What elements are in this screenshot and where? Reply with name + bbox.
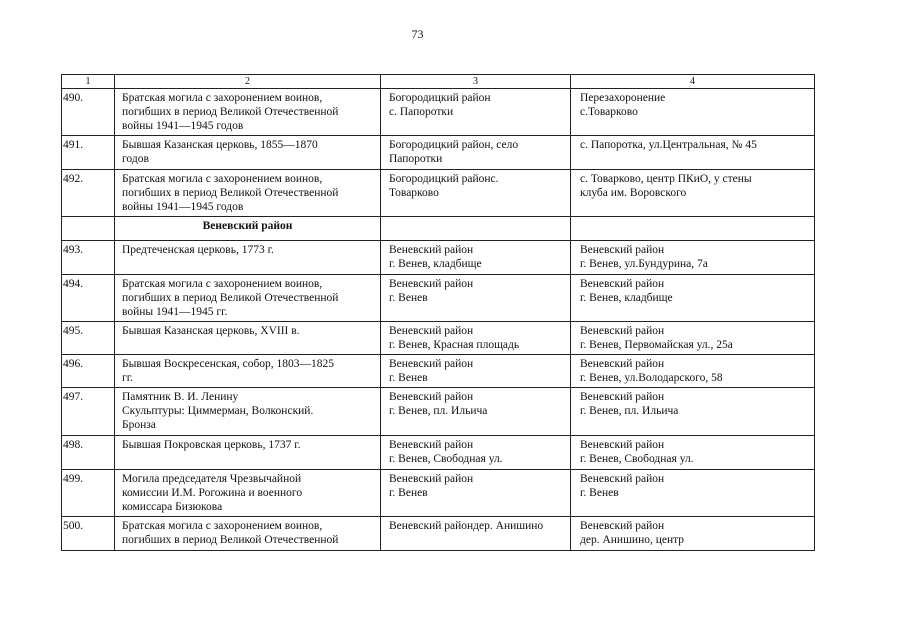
location-cell — [381, 388, 571, 436]
object-name-cell — [115, 241, 381, 275]
cell-line: Веневский район — [580, 358, 665, 370]
cell-line: погибших в период Великой Отечественной — [122, 292, 339, 304]
object-name-cell — [115, 322, 381, 355]
cell-line: Памятник В. И. Ленину — [122, 391, 239, 403]
address-cell — [571, 517, 815, 551]
table-row — [62, 388, 815, 436]
location-cell — [381, 170, 571, 217]
location-cell — [381, 355, 571, 388]
address-cell — [571, 275, 815, 322]
cell-line: г. Венев, Свободная ул. — [580, 453, 694, 465]
cell-line: Веневский район — [580, 439, 665, 451]
cell-line: Веневский район — [580, 278, 665, 290]
table-row — [62, 322, 815, 355]
address-cell — [571, 388, 815, 436]
cell-line: клуба им. Воровского — [580, 187, 687, 199]
cell-line: Бывшая Покровская церковь, 1737 г. — [122, 439, 301, 451]
monuments-table — [61, 74, 815, 551]
location-cell — [381, 89, 571, 136]
cell-line: Перезахоронение — [580, 92, 666, 104]
row-number: 491. — [62, 136, 115, 170]
address-cell — [571, 322, 815, 355]
cell-line: г. Венев — [580, 487, 619, 499]
cell-line: войны 1941—1945 годов — [122, 201, 244, 213]
cell-line: г. Венев, кладбище — [580, 292, 673, 304]
row-number: 495. — [62, 322, 115, 355]
cell-line: Богородицкий район, село — [389, 139, 519, 151]
cell-line: г. Венев, Свободная ул. — [389, 453, 503, 465]
object-name-cell — [115, 275, 381, 322]
cell-line: Богородицкий районс. — [389, 173, 499, 185]
location-cell — [381, 275, 571, 322]
row-number: 500. — [62, 517, 115, 551]
cell-line: Скульптуры: Циммерман, Волконский. — [122, 405, 314, 417]
cell-line: погибших в период Великой Отечественной — [122, 534, 339, 546]
cell-line: дер. Анишино, центр — [580, 534, 685, 546]
table-row — [62, 275, 815, 322]
address-cell — [571, 436, 815, 470]
cell-line: Предтеченская церковь, 1773 г. — [122, 244, 274, 256]
location-cell — [381, 517, 571, 551]
cell-line: комиссара Бизюкова — [122, 501, 223, 513]
table-row — [62, 517, 815, 551]
column-number: 4 — [571, 75, 815, 89]
cell-line: Братская могила с захоронением воинов, — [122, 520, 323, 532]
location-cell — [381, 241, 571, 275]
address-cell — [571, 170, 815, 217]
column-numbers-row — [62, 75, 815, 89]
column-number: 2 — [115, 75, 381, 89]
address-cell — [571, 470, 815, 517]
cell-line: гг. — [122, 372, 134, 384]
row-number: 498. — [62, 436, 115, 470]
cell-line: с.Товарково — [580, 106, 638, 118]
object-name-cell — [115, 517, 381, 551]
table-row — [62, 89, 815, 136]
cell-line: г. Венев, кладбище — [389, 258, 482, 270]
object-name-cell — [115, 355, 381, 388]
cell-line: Богородицкий район — [389, 92, 491, 104]
cell-line: Веневский район — [389, 439, 474, 451]
cell-line: Братская могила с захоронением воинов, — [122, 278, 323, 290]
cell-line: Веневский район — [580, 325, 665, 337]
cell-line: с. Товарково, центр ПКиО, у стены — [580, 173, 752, 185]
row-number: 494. — [62, 275, 115, 322]
cell-line: г. Венев, ул.Бундурина, 7а — [580, 258, 708, 270]
object-name-cell — [115, 170, 381, 217]
location-cell — [381, 470, 571, 517]
object-name-cell — [115, 136, 381, 170]
address-cell — [571, 355, 815, 388]
location-cell — [381, 436, 571, 470]
cell-line: Веневский район — [580, 520, 665, 532]
row-number: 496. — [62, 355, 115, 388]
page-number: 73 — [411, 27, 424, 41]
cell-line: Веневский район — [389, 244, 474, 256]
table-body — [62, 89, 815, 551]
column-number: 1 — [62, 75, 115, 89]
cell-line: Веневский район — [580, 473, 665, 485]
row-number: 493. — [62, 241, 115, 275]
object-name-cell — [115, 388, 381, 436]
cell-line: г. Венев, Первомайская ул., 25а — [580, 339, 733, 351]
row-number: 499. — [62, 470, 115, 517]
cell-line: Братская могила с захоронением воинов, — [122, 173, 323, 185]
cell-line: Веневский район — [580, 244, 665, 256]
location-cell — [381, 136, 571, 170]
cell-line: г. Венев — [389, 487, 428, 499]
cell-line: войны 1941—1945 годов — [122, 120, 244, 132]
cell-line: годов — [122, 153, 149, 165]
cell-line: с. Папоротки — [389, 106, 454, 118]
cell-line: Бывшая Казанская церковь, XVIII в. — [122, 325, 300, 337]
cell-line: Веневский район — [580, 391, 665, 403]
cell-line: погибших в период Великой Отечественной — [122, 187, 339, 199]
address-cell — [571, 241, 815, 275]
cell-line: комиссии И.М. Рогожина и военного — [122, 487, 303, 499]
section-title: Веневский район — [115, 217, 381, 241]
table-row — [62, 355, 815, 388]
cell-line: Могила председателя Чрезвычайной — [122, 473, 302, 485]
empty-cell — [381, 217, 571, 241]
address-cell — [571, 89, 815, 136]
row-number: 490. — [62, 89, 115, 136]
cell-line: Товарково — [389, 187, 439, 199]
location-cell — [381, 322, 571, 355]
table-row — [62, 170, 815, 217]
empty-cell — [62, 217, 115, 241]
table-row — [62, 136, 815, 170]
cell-line: Веневский район — [389, 325, 474, 337]
address-cell — [571, 136, 815, 170]
cell-line: Веневский район — [389, 391, 474, 403]
cell-line: Веневский райондер. Анишино — [389, 520, 544, 532]
cell-line: с. Папоротка, ул.Центральная, № 45 — [580, 139, 757, 151]
row-number: 492. — [62, 170, 115, 217]
empty-cell — [571, 217, 815, 241]
cell-line: г. Венев — [389, 292, 428, 304]
column-number: 3 — [381, 75, 571, 89]
cell-line: г. Венев, пл. Ильича — [580, 405, 679, 417]
cell-line: погибших в период Великой Отечественной — [122, 106, 339, 118]
cell-line: г. Венев, Красная площадь — [389, 339, 520, 351]
object-name-cell — [115, 89, 381, 136]
cell-line: Братская могила с захоронением воинов, — [122, 92, 323, 104]
cell-line: Веневский район — [389, 358, 474, 370]
cell-line: Бывшая Воскресенская, собор, 1803—1825 — [122, 358, 335, 370]
cell-line: Веневский район — [389, 473, 474, 485]
cell-line: Веневский район — [389, 278, 474, 290]
cell-line: г. Венев — [389, 372, 428, 384]
cell-line: войны 1941—1945 гг. — [122, 306, 228, 318]
cell-line: г. Венев, ул.Володарского, 58 — [580, 372, 723, 384]
table-row — [62, 241, 815, 275]
table-row — [62, 470, 815, 517]
section-row — [62, 217, 815, 241]
table-row — [62, 436, 815, 470]
object-name-cell — [115, 436, 381, 470]
cell-line: Папоротки — [389, 153, 443, 165]
cell-line: г. Венев, пл. Ильича — [389, 405, 488, 417]
object-name-cell — [115, 470, 381, 517]
cell-line: Бывшая Казанская церковь, 1855—1870 — [122, 139, 318, 151]
cell-line: Бронза — [122, 419, 156, 431]
row-number: 497. — [62, 388, 115, 436]
